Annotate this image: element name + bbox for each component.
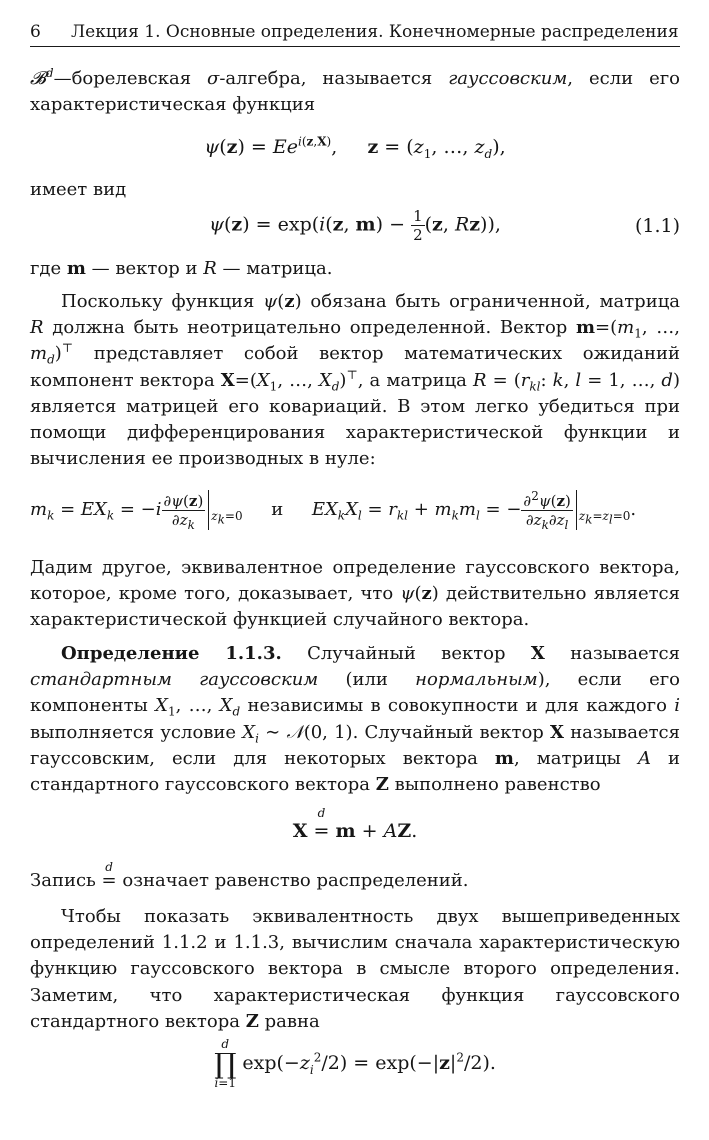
equation-1-1: ψ(z) = exp(i(z, m) − $\frac{1}{2}$ (z, Rz)), (1.1) <box>209 207 680 244</box>
running-title: Лекция 1. Основные определения. Конечномерные распределения <box>71 22 679 42</box>
paragraph-where: где m — вектор и R — матрица. <box>30 258 333 279</box>
equation-gaussian-def: X = d m + AZ. <box>292 806 418 842</box>
equation-number: (1.1) <box>634 215 680 237</box>
paragraph-borel: 𝓑$^d$—борелевская σ-алгебра, называется гауссовским, если его характеристическая функция <box>30 66 681 116</box>
running-header <box>30 18 680 47</box>
paragraph-notation: Запись = d означает равенство распределений. <box>30 860 469 891</box>
equation-char-function: $\psi(z) = Ee^{i(z,X)}$, $z = (z_1$, …, $z_d$), <box>204 134 506 161</box>
page-number: 6 <box>30 22 41 42</box>
equation-product: d ∏ i=1 $\exp(-z_i^2/2) = \exp(-|z|^2/2)$. <box>214 1037 496 1090</box>
definition-label: Определение 1.1.3. <box>61 643 282 664</box>
paragraph-another-definition: Дадим другое, эквивалентное определение гауссовского вектора, которое, кроме того, доказывает, что ψ(z) действительно является характеристической функцией случайного вектора. <box>30 557 680 631</box>
paragraph-covariance: Поскольку функция ψ(z) обязана быть ограниченной, матрица R должна быть неотрицательно определенной. Вектор $m=(m_1$, …, $m_d)^⊤$ представляет собой вектор математических ожиданий компонент вектора $X=(X_1$, …, $X_d)^⊤$, а матрица $R = (r_{kl}$: k, l = 1, …, d) является матрицей его ковариаций. В этом легко убедиться при помощи дифференцирования характеристической функции и вычисления ее производных в нуле: <box>30 291 681 470</box>
definition-1-1-3: Определение 1.1.3. Случайный вектор X называется стандартным гауссовским (или нормальным), если его компоненты $X_1$, …, $X_d$ независимы в совокупности и для каждого i выполняется условие $X_i$ ∼ 𝒩(0, 1). Случайный вектор X называется гауссовским, если для некоторых вектора m, матрицы A и стандартного гауссовского вектора Z выполнено равенство <box>30 643 680 796</box>
text-has-form: имеет вид <box>30 179 127 200</box>
paragraph-equivalence: Чтобы показать эквивалентность двух вышеприведенных определений 1.1.2 и 1.1.3, вычислим сначала характеристическую функцию гауссовского вектора в смысле второго определения. Заметим, что характеристическая функция гауссовского стандартного вектора Z равна <box>30 906 680 1032</box>
equation-moments: $m_k = EX_k = -i$ $\frac{\partial\psi(z)}{\partial z_k}$ $_{z_k=0}$ и $EX_kX_l = r_{kl} + m_km_l$ = − $\frac{\partial^2\psi(z)}{\partial z_k\partial z_l}$ $_{z_k=z_l=0}$. <box>30 488 637 532</box>
